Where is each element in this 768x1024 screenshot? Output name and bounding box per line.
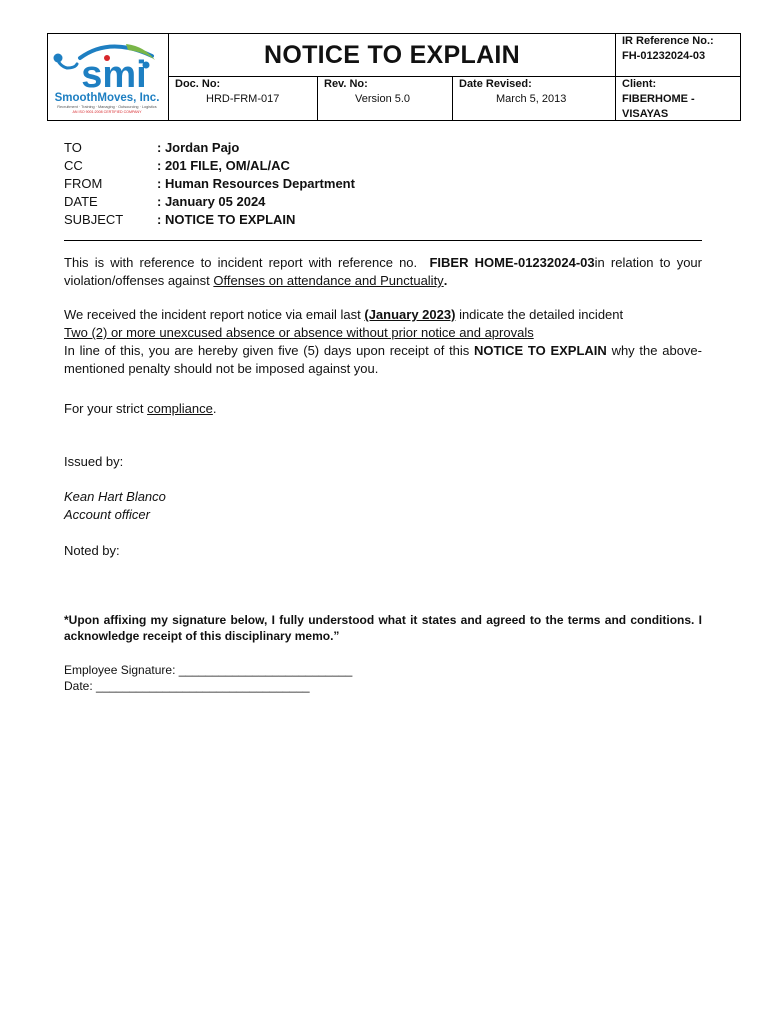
field-label: TO [64, 140, 82, 155]
issuer-name: Kean Hart Blanco [64, 489, 166, 504]
header-divider [452, 76, 453, 120]
field-label: DATE [64, 194, 98, 209]
paragraph-text: In line of this, you are hereby given five (5) days upon receipt of this [64, 343, 470, 358]
signature-date-line: Date: ________________________________ [64, 679, 310, 693]
memo-field-row [64, 139, 355, 157]
svg-text:SmoothMoves, Inc.: SmoothMoves, Inc. [54, 92, 160, 104]
memo-field-row [64, 193, 355, 211]
memo-field-row [64, 175, 355, 193]
reference-paragraph [64, 254, 702, 290]
issued-by-label: Issued by: [64, 454, 124, 469]
svg-text:smi: smi [81, 54, 147, 96]
doc-no-label: Doc. No: [175, 78, 221, 90]
date-revised-value: March 5, 2013 [496, 93, 567, 105]
header-divider [317, 76, 318, 120]
ir-reference-label: IR Reference No.: [622, 35, 714, 47]
paragraph-text: why the above-mentioned penalty should not be imposed against you. [64, 343, 702, 376]
memo-field-row [64, 157, 355, 175]
incident-paragraph [64, 306, 702, 342]
paragraph-text: . [212, 401, 217, 416]
field-value: : January 05 2024 [157, 194, 266, 209]
field-value: : 201 FILE, OM/AL/AC [157, 158, 290, 173]
paragraph-text: in relation to your violation/offenses against [64, 255, 702, 288]
client-label: Client: [622, 78, 657, 90]
ir-reference-value: FH-01232024-03 [622, 50, 706, 62]
compliance-word: compliance [147, 401, 213, 416]
client-value: FIBERHOME - [622, 93, 695, 105]
employee-signature-line: Employee Signature: __________________________ [64, 663, 353, 677]
memo-fields [64, 139, 355, 229]
instruction-paragraph [64, 342, 702, 378]
client-value: VISAYAS [622, 108, 669, 120]
issuer-title: Account officer [64, 507, 150, 522]
paragraph-text: We received the incident report notice via email last [64, 307, 361, 322]
field-label: SUBJECT [64, 212, 124, 227]
field-value: : Jordan Pajo [157, 140, 240, 155]
document-title: NOTICE TO EXPLAIN [263, 40, 521, 69]
paragraph-text: NOTICE TO EXPLAIN [474, 343, 607, 358]
paragraph-text: indicate the detailed incident [459, 307, 624, 322]
incident-date: (January 2023) [364, 307, 456, 322]
field-value: : NOTICE TO EXPLAIN [157, 212, 296, 227]
paragraph-text: . [443, 273, 448, 288]
noted-by-label: Noted by: [64, 543, 120, 558]
svg-text:AN ISO 9001:2008 CERTIFIED COM: AN ISO 9001:2008 CERTIFIED COMPANY [72, 110, 142, 114]
header-divider [615, 34, 616, 120]
acknowledgement-statement: *Upon affixing my signature below, I fully understood what it states and agreed to the terms and conditions. I acknowledge receipt of this disciplinary memo.” [64, 613, 702, 643]
rev-no-label: Rev. No: [324, 78, 368, 90]
company-logo [52, 38, 166, 118]
paragraph-text: For your strict [64, 401, 144, 416]
header-divider [168, 76, 740, 77]
date-revised-label: Date Revised: [459, 78, 532, 90]
field-label: FROM [64, 176, 103, 191]
svg-text:Recruitment · Training · Manag: Recruitment · Training · Managing · Outsourcing · Logistics [57, 105, 157, 109]
document-header [47, 33, 741, 121]
memo-field-row [64, 211, 355, 229]
incident-detail: Two (2) or more unexcused absence or absence without prior notice and aprovals [64, 325, 534, 340]
field-value: : Human Resources Department [157, 176, 355, 191]
compliance-paragraph [64, 400, 702, 418]
rev-no-value: Version 5.0 [355, 93, 411, 105]
paragraph-text: This is with reference to incident report with reference no. [64, 255, 418, 270]
field-label: CC [64, 158, 83, 173]
separator-line [64, 240, 702, 241]
doc-no-value: HRD-FRM-017 [206, 93, 280, 105]
offense-category: Offenses on attendance and Punctuality [213, 273, 444, 288]
incident-reference-number: FIBER HOME-01232024-03 [429, 255, 595, 270]
